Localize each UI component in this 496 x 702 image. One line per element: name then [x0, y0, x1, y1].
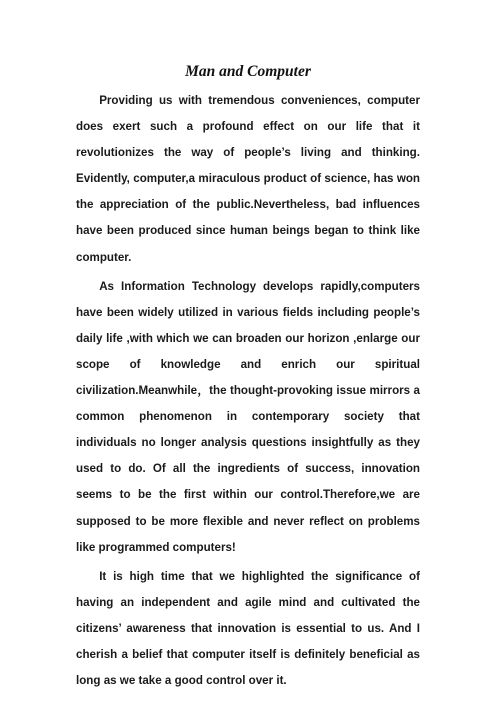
document-body: [76, 88, 420, 694]
paragraph-3: It is high time that we highlighted the significance of having an independent and agile mind and cultivated the citizens’ awareness that innovation is essential to us. And I cherish a belief that computer itself is definitely beneficial as long as we take a good control over it.: [76, 569, 420, 688]
paragraph-1: Providing us with tremendous conveniences, computer does exert such a profound effect on our life that it revolutionizes the way of people’s living and thinking. Evidently, computer,a miraculous product of science, has won the appreciation of the public.Nevertheless, bad influences have been produced since human beings began to think like computer.: [76, 94, 420, 264]
document-title: Man and Computer: [185, 63, 311, 80]
paragraph-2: As Information Technology develops rapidly,computers have been widely utilized in various fields including people’s daily life ,with which we can broaden our horizon ,enlarge our scope of knowledge and enrich our spiritual civilization.Meanwhile，the thought-provoking issue mirrors a common phenomenon in contemporary society that individuals no longer analysis questions insightfully as they used to do. Of all the ingredients of success, innovation seems to be the first within our control.Therefore,we are supposed to be more flexible and never reflect on problems like programmed computers!: [76, 279, 420, 554]
